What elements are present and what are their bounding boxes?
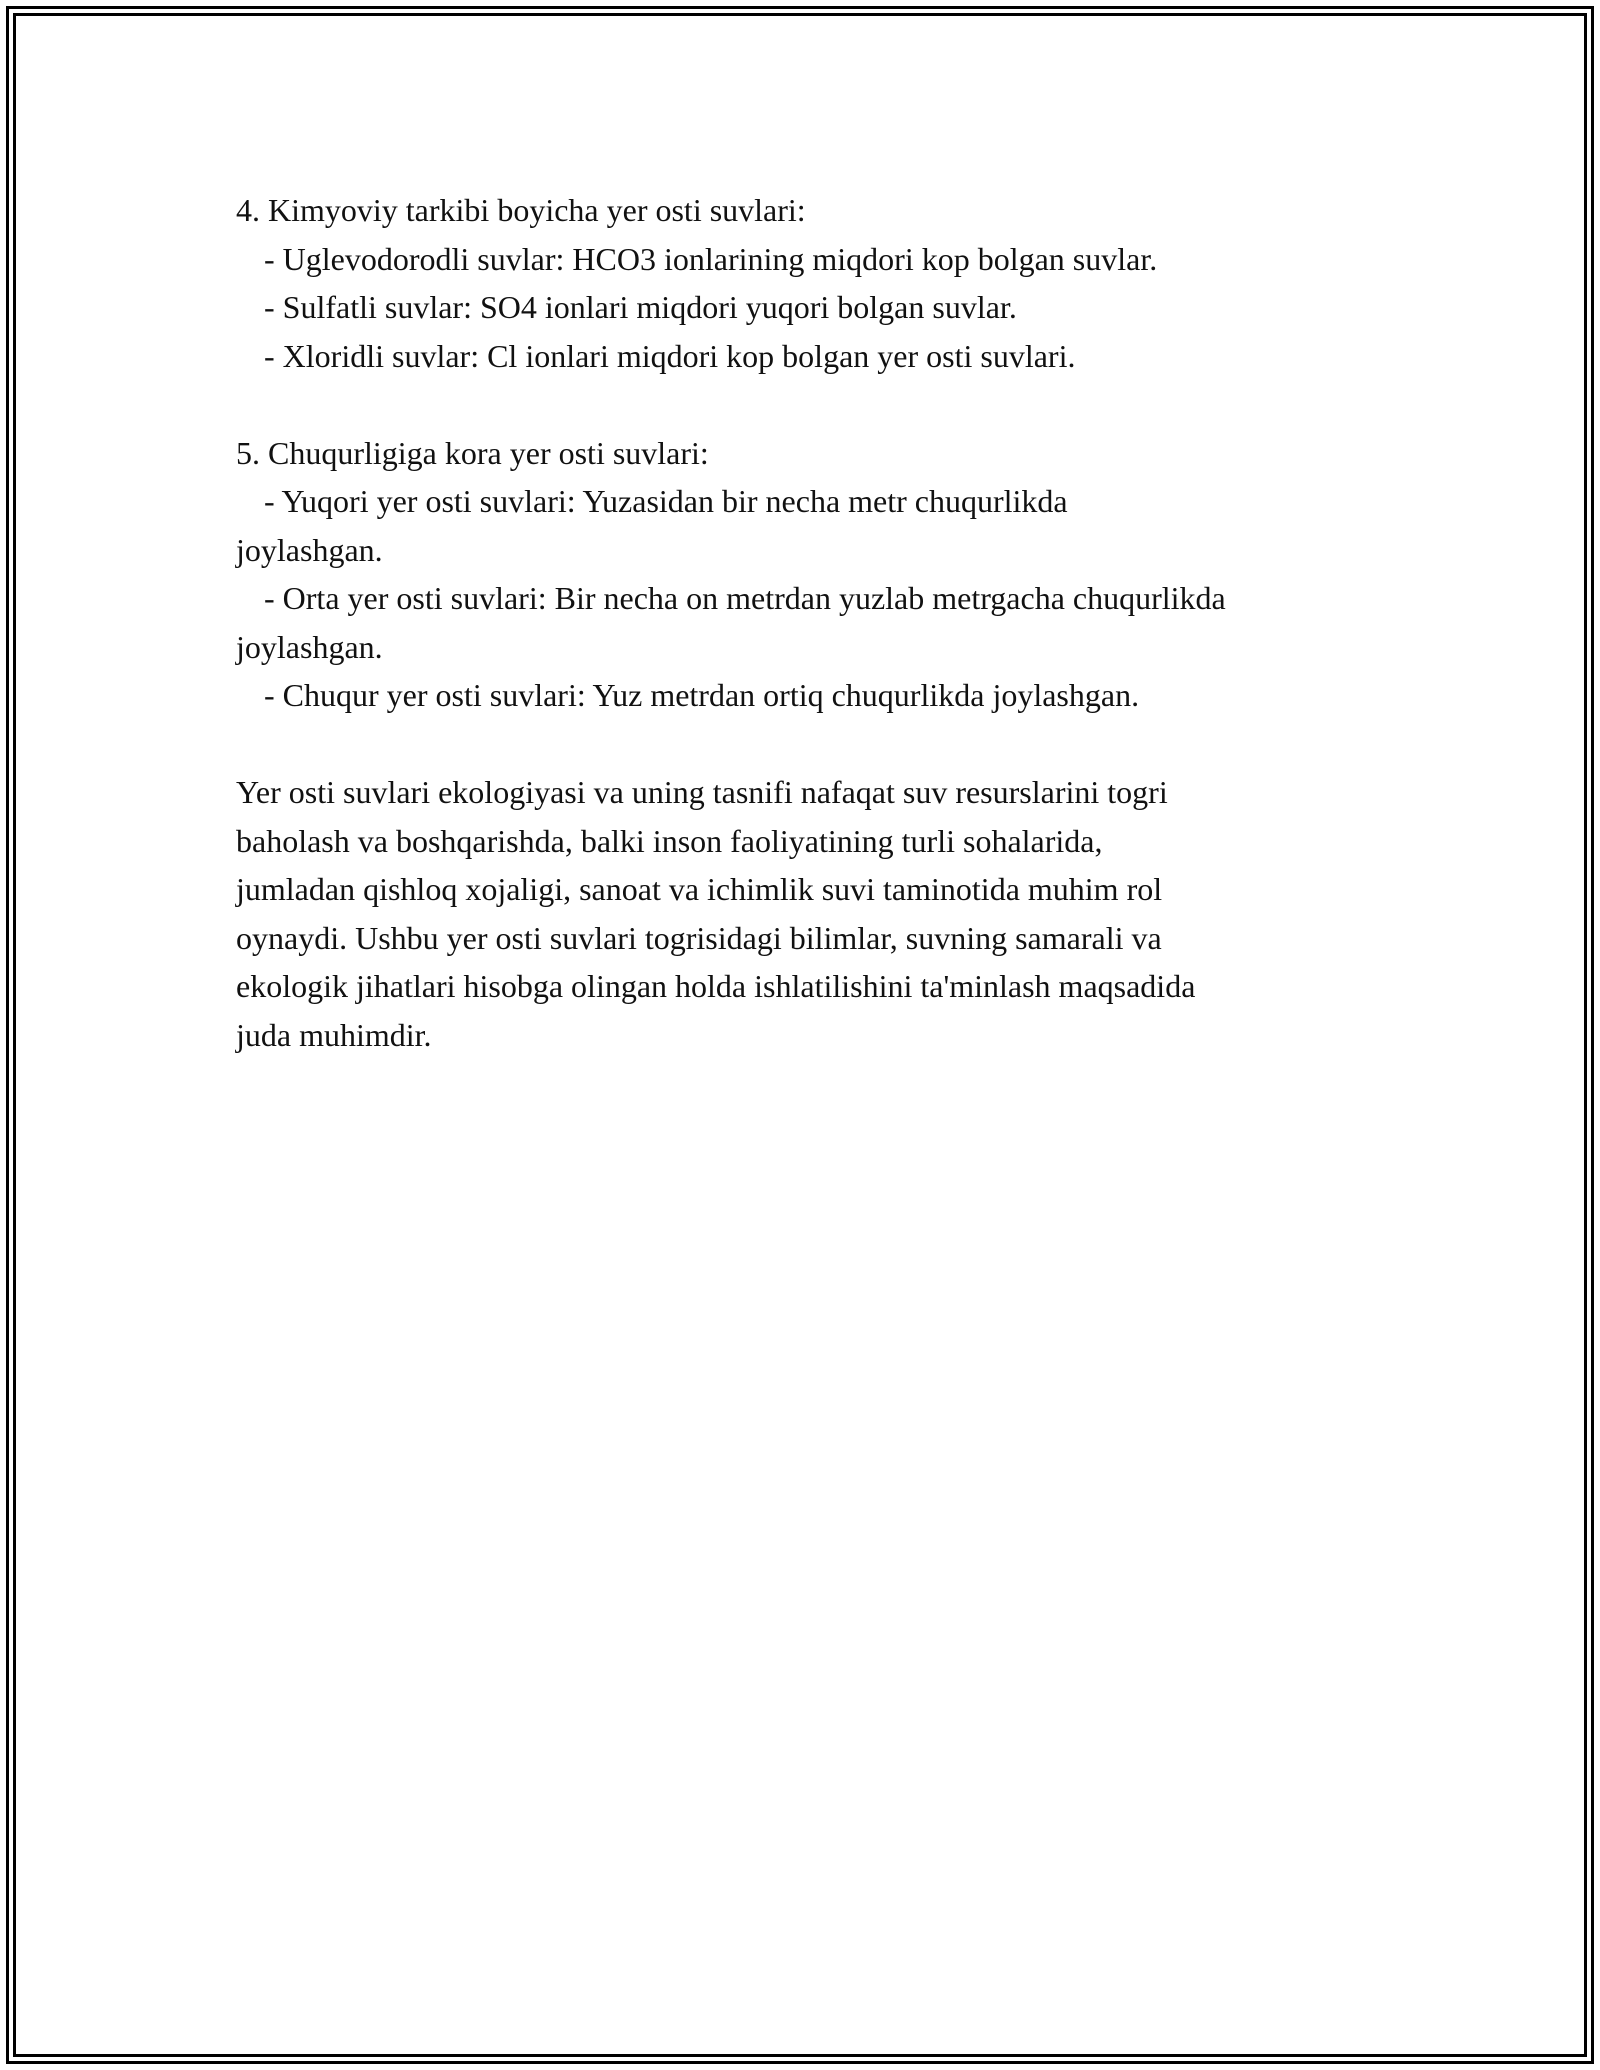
conclusion-line: ekologik jihatlari hisobga olingan holda ishlatilishini ta'minlash maqsadida bbox=[236, 968, 1196, 1004]
section-5-item-line: - Orta yer osti suvlari: Bir necha on metrdan yuzlab metrgacha chuqurlikda bbox=[264, 580, 1226, 616]
conclusion-line: baholash va boshqarishda, balki inson faoliyatining turli sohalarida, bbox=[236, 822, 1103, 859]
section-4 bbox=[236, 186, 1386, 380]
section-5 bbox=[236, 429, 1386, 720]
section-5-item-line: - Chuqur yer osti suvlari: Yuz metrdan ortiq chuqurlikda joylashgan. bbox=[264, 677, 1140, 713]
spacer bbox=[236, 380, 1386, 429]
section-5-heading: 5. Chuqurligiga kora yer osti suvlari: bbox=[236, 434, 709, 471]
section-5-item-continuation: joylashgan. bbox=[236, 531, 383, 568]
section-4-item: - Sulfatli suvlar: SO4 ionlari miqdori yuqori bolgan suvlar. bbox=[264, 289, 1017, 325]
conclusion-line: juda muhimdir. bbox=[236, 1016, 432, 1053]
conclusion-line: oynaydi. Ushbu yer osti suvlari togrisidagi bilimlar, suvning samarali va bbox=[236, 919, 1162, 956]
conclusion-line: jumladan qishloq xojaligi, sanoat va ichimlik suvi taminotida muhim rol bbox=[236, 871, 1163, 907]
section-5-item-line: - Yuqori yer osti suvlari: Yuzasidan bir necha metr chuqurlikda bbox=[264, 483, 1068, 519]
document-body bbox=[236, 186, 1386, 1059]
conclusion-paragraph bbox=[236, 768, 1386, 1059]
section-4-item: - Uglevodorodli suvlar: HCO3 ionlarining miqdori kop bolgan suvlar. bbox=[264, 240, 1158, 277]
section-5-item-continuation: joylashgan. bbox=[236, 628, 383, 665]
conclusion-line: Yer osti suvlari ekologiyasi va uning tasnifi nafaqat suv resurslarini togri bbox=[236, 774, 1168, 810]
section-4-item: - Xloridli suvlar: Cl ionlari miqdori kop bolgan yer osti suvlari. bbox=[264, 337, 1076, 374]
spacer bbox=[236, 720, 1386, 769]
section-4-heading: 4. Kimyoviy tarkibi boyicha yer osti suvlari: bbox=[236, 192, 806, 228]
